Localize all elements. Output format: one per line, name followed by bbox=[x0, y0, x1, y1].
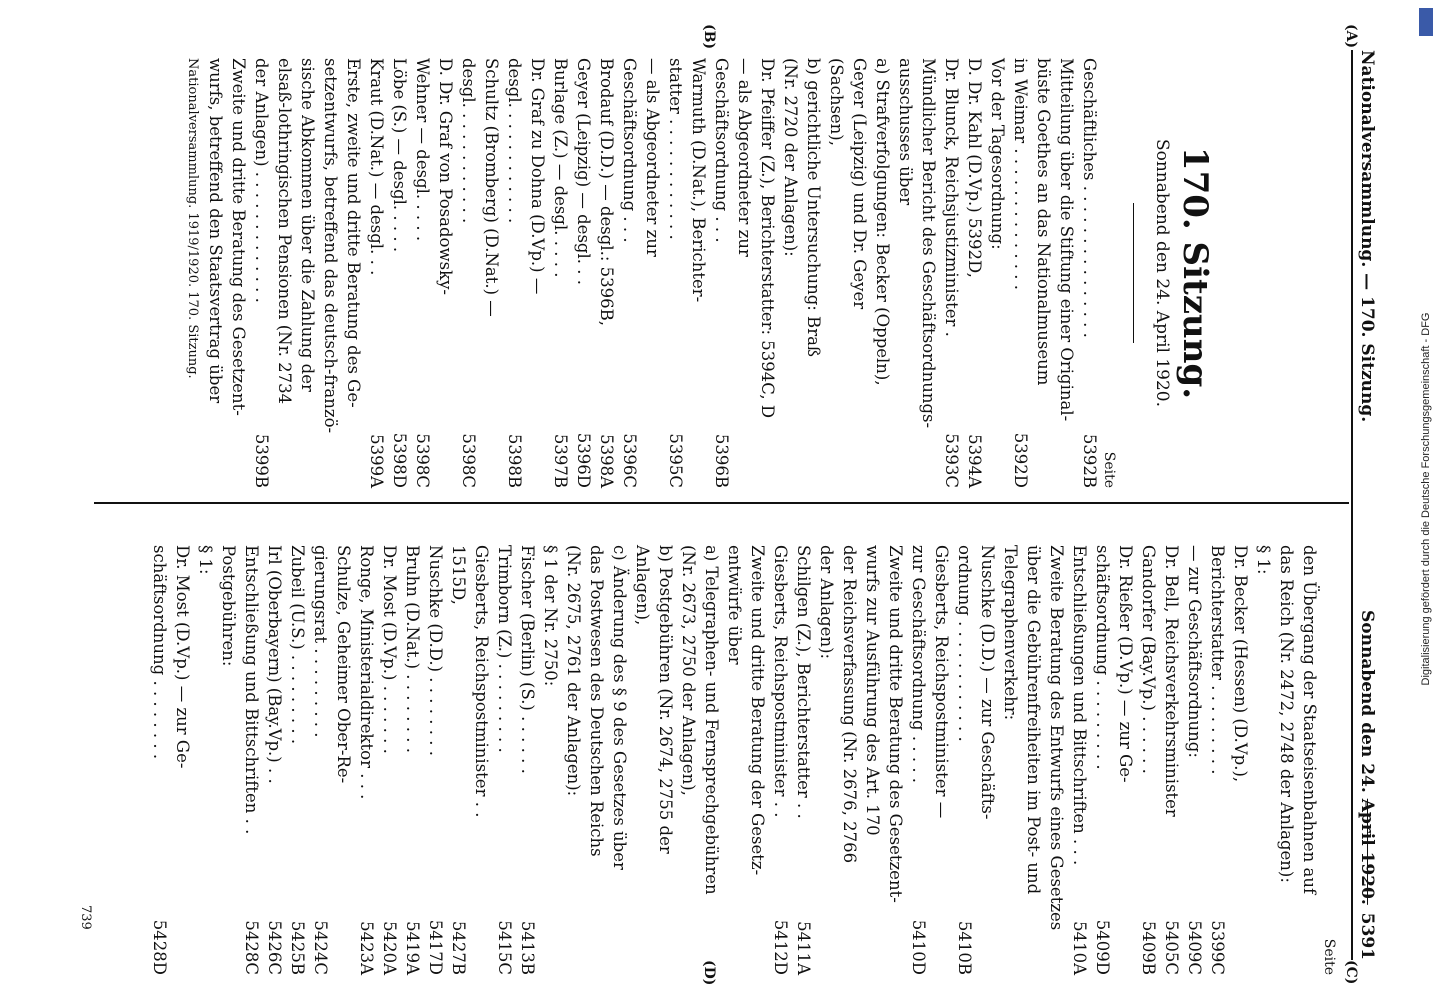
toc-entry-text: Gandorfer (Bay.Vp.) . . . . . . bbox=[1139, 545, 1158, 774]
toc-entry-page: 5396C bbox=[620, 433, 639, 488]
toc-entry-text: setzentwurfs, betreffend das deutsch-franzö- bbox=[321, 58, 340, 434]
toc-entry-page: 5392B bbox=[1080, 433, 1099, 488]
toc-entry-page: 5417D bbox=[426, 919, 445, 975]
toc-entry bbox=[332, 545, 355, 975]
toc-entry-page: 5392D bbox=[1011, 432, 1030, 488]
margin-marker-a: (A) bbox=[1343, 24, 1359, 49]
toc-entry-text: Dr. Most (D.Vp.) — zur Ge- bbox=[173, 545, 192, 769]
toc-entry-text: Brodauf (D.D.) — desgl.: 5396B, bbox=[597, 58, 616, 327]
toc-entry-text: in Weimar . . . . . . . . . . . . . . bbox=[1011, 58, 1030, 291]
dfg-logo bbox=[1419, 8, 1433, 36]
toc-entry bbox=[1229, 545, 1252, 975]
toc-entry bbox=[1114, 545, 1137, 975]
toc-entry bbox=[608, 545, 631, 975]
margin-marker-d: (D) bbox=[701, 960, 717, 986]
toc-entry bbox=[148, 545, 171, 975]
toc-entry bbox=[204, 58, 227, 488]
toc-entry-text: Telegraphenverkehr: bbox=[1001, 545, 1020, 721]
toc-entry-text: Kraut (D.Nat.) — desgl. . . bbox=[367, 58, 386, 276]
divider bbox=[1133, 203, 1134, 343]
toc-entry-text: Anlagen), bbox=[633, 545, 652, 626]
toc-entry bbox=[526, 58, 549, 488]
session-title: 170. Sitzung. bbox=[1175, 146, 1215, 400]
header-page-number: 5391 bbox=[1357, 912, 1377, 960]
toc-entry-text: a) Telegraphen- und Fernsprechgebühren bbox=[702, 545, 721, 895]
toc-entry-text: Dr. Blunck, Reichsjustizminister . bbox=[942, 58, 961, 337]
toc-entry-text: ausschusses über bbox=[896, 58, 915, 206]
toc-entry-text: Zweite und dritte Beratung des Gesetzent- bbox=[229, 58, 248, 416]
header-title: Nationalversammlung. — 170. Sitzung. bbox=[1357, 50, 1377, 423]
toc-entry-page: 5398D bbox=[390, 432, 409, 488]
toc-entry-page: 5410B bbox=[955, 920, 974, 975]
toc-entry-text: Geyer (Leipzig) — desgl. . . bbox=[574, 58, 593, 285]
toc-entry bbox=[1252, 545, 1275, 975]
toc-entry-page: 5410D bbox=[909, 919, 928, 975]
toc-entry-text: büste Goethes an das Nationalmuseum bbox=[1034, 58, 1053, 386]
toc-entry bbox=[871, 58, 894, 488]
toc-entry-page: 5428D bbox=[150, 919, 169, 975]
toc-entry-text: der Anlagen): bbox=[817, 545, 836, 660]
toc-entry-page: 5419A bbox=[403, 921, 422, 975]
toc-entry-text: wurfs zur Ausführung des Art. 170 bbox=[863, 545, 882, 836]
toc-entry-text: Berichterstatter . . . . . . . . . bbox=[1208, 545, 1227, 775]
toc-entry-text: Nuschke (D.D.) . . . . . . . . bbox=[426, 545, 445, 756]
toc-entry bbox=[1183, 545, 1206, 975]
toc-entry-page: 5399B bbox=[252, 433, 271, 488]
toc-entry-page: 5393C bbox=[942, 433, 961, 488]
toc-entry bbox=[700, 545, 723, 975]
header-date: Sonnabend den 24. April 1920. bbox=[1357, 610, 1377, 905]
toc-entry-page: 5398C bbox=[413, 433, 432, 488]
column-divider bbox=[94, 502, 1349, 504]
toc-entry bbox=[1206, 545, 1229, 975]
toc-entry-text: Dr. Bell, Reichsverkehrsminister bbox=[1162, 545, 1181, 817]
toc-entry-text: das Postwesen des Deutschen Reichs bbox=[587, 545, 606, 857]
toc-entry bbox=[1160, 545, 1183, 975]
toc-entry-text: § 1 der Nr. 2750: bbox=[541, 545, 560, 687]
toc-entry-text: desgl. . . . . . . . . . . . bbox=[505, 58, 524, 224]
right-column bbox=[78, 545, 1337, 975]
toc-entry bbox=[365, 58, 388, 488]
toc-entry-text: a) Strafverfolgungen: Becker (Oppeln), bbox=[873, 58, 892, 386]
toc-entry-text: schäftsordnung . . . . . . . . . bbox=[1093, 545, 1112, 770]
toc-entry bbox=[641, 58, 664, 488]
toc-entry bbox=[999, 545, 1022, 975]
toc-entry bbox=[227, 58, 250, 488]
toc-entry-page: 5398A bbox=[597, 434, 616, 488]
toc-entry-page: 5410A bbox=[1070, 921, 1089, 975]
toc-entry bbox=[309, 545, 332, 975]
toc-entry-text: c) Änderung des § 9 des Gesetzes über bbox=[610, 545, 629, 870]
toc-entry-page: 5413B bbox=[518, 920, 537, 975]
funding-note-sidebar bbox=[1420, 14, 1432, 984]
toc-entry-page: 5425B bbox=[288, 920, 307, 975]
toc-entry-text: Wehner — desgl. . . . . bbox=[413, 58, 432, 242]
toc-entry bbox=[733, 58, 756, 488]
toc-entry bbox=[516, 545, 539, 975]
toc-entry bbox=[217, 545, 240, 975]
toc-entry bbox=[976, 545, 999, 975]
toc-entry bbox=[930, 545, 953, 975]
toc-entry-text: statter . . . . . . . . . . . . bbox=[666, 58, 685, 240]
toc-entry-page: 5395C bbox=[666, 433, 685, 488]
toc-entry bbox=[1022, 545, 1045, 975]
toc-entry-text: Dr. Graf zu Dohna (D.Vp.) — bbox=[528, 58, 547, 295]
toc-entry bbox=[572, 58, 595, 488]
toc-entry bbox=[263, 545, 286, 975]
toc-entry-text: — als Abgeordneter zur bbox=[735, 58, 754, 257]
session-date: Sonnabend den 24. April 1920. bbox=[1152, 138, 1172, 408]
toc-entry-text: Trimborn (Z.) . . . . . . . . . bbox=[495, 545, 514, 753]
toc-entry bbox=[401, 545, 424, 975]
running-header bbox=[1351, 50, 1379, 960]
toc-entry-text: Dr. Pfeiffer (Z.), Berichterstatter: 5394C, D bbox=[758, 58, 777, 419]
toc-entry-text: Schultz (Bromberg) (D.Nat.) — bbox=[482, 58, 501, 317]
funding-note-text: Digitalisierung gefördert durch die Deutsche Forschungsgemeinschaft - DFG bbox=[1420, 312, 1432, 686]
toc-entry-page: 5427B bbox=[449, 920, 468, 975]
toc-entry bbox=[595, 58, 618, 488]
toc-entry bbox=[250, 58, 273, 488]
toc-entry-text: Giesberts, Reichspostminister — bbox=[932, 545, 951, 819]
toc-entry-text: Fischer (Berlin) (S.) . . . . . . bbox=[518, 545, 537, 774]
toc-entry bbox=[677, 545, 700, 975]
toc-entry bbox=[1045, 545, 1068, 975]
toc-entry-text: — als Abgeordneter zur bbox=[643, 58, 662, 257]
toc-entry-text: D. Dr. Kahl (D.Vp.) 5392D, bbox=[965, 58, 984, 278]
toc-entry-text: Vor der Tagesordnung: bbox=[988, 58, 1007, 250]
toc-entry-text: desgl. . . . . . . . . . . . bbox=[459, 58, 478, 224]
toc-entry-text: (Nr. 2720 der Anlagen): bbox=[781, 58, 800, 257]
toc-entry bbox=[1032, 58, 1055, 488]
toc-entry-text: § 1: bbox=[196, 545, 215, 575]
toc-entry-text: Schilgen (Z.), Berichterstatter . . bbox=[794, 545, 813, 819]
toc-entry bbox=[503, 58, 526, 488]
toc-entry bbox=[986, 58, 1009, 488]
toc-entry-text: Entschließung und Bittschriften . . bbox=[242, 545, 261, 835]
toc-entry bbox=[710, 58, 733, 488]
toc-entry-text: wurfs, betreffend den Staatsvertrag über bbox=[206, 58, 225, 404]
toc-entry bbox=[1275, 545, 1298, 975]
toc-entry-text: Erste, zweite und dritte Beratung des Ge- bbox=[344, 58, 363, 408]
toc-entry bbox=[815, 545, 838, 975]
toc-entry bbox=[884, 545, 907, 975]
toc-entry bbox=[746, 545, 769, 975]
toc-entry-text: Nuschke (D.D.) — zur Geschäfts- bbox=[978, 545, 997, 820]
toc-entry-text: Burlage (Z.) — desgl. . . . . bbox=[551, 58, 570, 278]
toc-entry-text: Postgebühren: bbox=[219, 545, 238, 667]
toc-entry-text: über die Gebührenfreiheiten im Post- und bbox=[1024, 545, 1043, 895]
toc-entry bbox=[1068, 545, 1091, 975]
toc-entry bbox=[654, 545, 677, 975]
toc-entry-page: 5398C bbox=[459, 433, 478, 488]
toc-entry bbox=[539, 545, 562, 975]
toc-entry-text: Bruhn (D.Nat.) . . . . . . . . bbox=[403, 545, 422, 753]
toc-entry-page: 5409D bbox=[1093, 919, 1112, 975]
toc-entry-page: 5415C bbox=[495, 920, 514, 975]
toc-entry bbox=[388, 58, 411, 488]
toc-entry-text: D. Dr. Graf von Posadowsky- bbox=[436, 58, 455, 295]
toc-entry bbox=[585, 545, 608, 975]
toc-entry-text: Giesberts, Reichspostminister . . bbox=[771, 545, 790, 818]
toc-entry bbox=[664, 58, 687, 488]
toc-entry bbox=[470, 545, 493, 975]
toc-entry-text: Zubeil (U.S.) . . . . . . . . . bbox=[288, 545, 307, 745]
toc-entry bbox=[562, 545, 585, 975]
toc-entry-text: das Reich (Nr. 2472, 2748 der Anlagen): bbox=[1277, 545, 1296, 883]
toc-entry bbox=[286, 545, 309, 975]
toc-entry bbox=[1137, 545, 1160, 975]
toc-entry-text: Entschließungen und Bittschriften . . . bbox=[1070, 545, 1089, 866]
toc-entry bbox=[194, 545, 217, 975]
toc-entry-text: Dr. Most (D.Vp.) . . . . . . . bbox=[380, 545, 399, 754]
toc-entry-text: elsaß-lothringischen Pensionen (Nr. 2734 bbox=[275, 58, 294, 405]
toc-entry-page: 5409C bbox=[1185, 920, 1204, 975]
toc-entry bbox=[861, 545, 884, 975]
toc-entry bbox=[894, 58, 917, 488]
toc-entry-text: Zweite und dritte Beratung der Gesetz- bbox=[748, 545, 767, 876]
toc-entry bbox=[1055, 58, 1078, 488]
toc-entry bbox=[273, 58, 296, 488]
footer-page-number: 739 bbox=[78, 905, 93, 930]
toc-entry-text: Warmuth (D.Nat.), Berichter- bbox=[689, 58, 708, 303]
toc-entry bbox=[493, 545, 516, 975]
toc-entry-page: 5399C bbox=[1208, 920, 1227, 975]
toc-entry-page: 5396D bbox=[574, 432, 593, 488]
seite-label: Seite bbox=[1101, 451, 1117, 488]
toc-entry bbox=[480, 58, 503, 488]
toc-entry bbox=[411, 58, 434, 488]
toc-entry bbox=[769, 545, 792, 975]
toc-entry-page: 5405C bbox=[1162, 920, 1181, 975]
margin-marker-c: (C) bbox=[1343, 960, 1359, 985]
toc-entry-page: 5399A bbox=[367, 434, 386, 488]
toc-entry bbox=[355, 545, 378, 975]
toc-entry-page: 5426C bbox=[265, 920, 284, 975]
toc-entry bbox=[756, 58, 779, 488]
toc-entry bbox=[838, 545, 861, 975]
toc-entry-page: 5398B bbox=[505, 433, 524, 488]
toc-entry-text: (Sachsen), bbox=[827, 58, 846, 146]
toc-entry-text: zur Geschäftsordnung . . . . . bbox=[909, 545, 928, 784]
toc-entry bbox=[1078, 58, 1101, 488]
toc-entry-page: 5409B bbox=[1139, 920, 1158, 975]
toc-entry-text: Dr. Rießer (D.Vp.) — zur Ge- bbox=[1116, 545, 1135, 783]
toc-entry-text: der Anlagen) . . . . . . . . . . . . . bbox=[252, 58, 271, 303]
toc-entry bbox=[631, 545, 654, 975]
toc-entry bbox=[953, 545, 976, 975]
toc-entry-text: Geschäftsordnung . . . bbox=[712, 58, 731, 243]
toc-entry-text: Dr. Becker (Hessen) (D.Vp.), bbox=[1231, 545, 1250, 783]
toc-entry-text: Giesberts, Reichspostminister . . bbox=[472, 545, 491, 818]
toc-entry-text: Geyer (Leipzig) und Dr. Geyer bbox=[850, 58, 869, 310]
toc-entry bbox=[940, 58, 963, 488]
toc-entry-page: 5428C bbox=[242, 920, 261, 975]
toc-entry-page: 5412D bbox=[771, 919, 790, 975]
left-footer: Nationalversammlung. 1919/1920. 170. Sitzung. bbox=[185, 58, 200, 379]
toc-entry-text: (Nr. 2673, 2750 der Anlagen), bbox=[679, 545, 698, 796]
toc-entry bbox=[240, 545, 263, 975]
toc-entry bbox=[447, 545, 470, 975]
toc-entry bbox=[549, 58, 572, 488]
toc-left-list bbox=[204, 58, 1101, 488]
toc-entry bbox=[1091, 545, 1114, 975]
toc-entry-text: entwürfe über bbox=[725, 545, 744, 665]
toc-entry bbox=[457, 58, 480, 488]
toc-right-list bbox=[148, 545, 1321, 975]
right-seite-label: Seite bbox=[1321, 938, 1337, 975]
toc-entry bbox=[723, 545, 746, 975]
toc-entry-page: 5424C bbox=[311, 920, 330, 975]
toc-entry bbox=[1009, 58, 1032, 488]
toc-entry-text: den Übergang der Staatseisenbahnen auf bbox=[1300, 545, 1319, 895]
toc-entry-text: Schulze, Geheimer Ober-Re- bbox=[334, 545, 353, 784]
toc-entry bbox=[171, 545, 194, 975]
toc-entry-text: — zur Geschäftsordnung: bbox=[1185, 545, 1204, 758]
toc-entry-text: b) Postgebühren (Nr. 2674, 2755 der bbox=[656, 545, 675, 854]
document-page bbox=[27, 10, 1407, 990]
toc-entry-text: b) gerichtliche Untersuchung: Braß bbox=[804, 58, 823, 357]
toc-entry-page: 5396B bbox=[712, 433, 731, 488]
toc-entry bbox=[342, 58, 365, 488]
toc-entry-text: § 1: bbox=[1254, 545, 1273, 575]
toc-entry-text: schäftsordnung . . . . . . . . bbox=[150, 545, 169, 760]
toc-entry-text: Geschäftsordnung . . . bbox=[620, 58, 639, 243]
toc-entry bbox=[917, 58, 940, 488]
toc-entry-page: 5420A bbox=[380, 921, 399, 975]
toc-entry-text: Löbe (S.) — desgl. . . . . bbox=[390, 58, 409, 253]
toc-entry-text: Irl (Oberbayern) (Bay.Vp.) . . bbox=[265, 545, 284, 784]
toc-entry-text: Zweite Beratung des Entwurfs eines Gesetzes bbox=[1047, 545, 1066, 931]
toc-entry bbox=[618, 58, 641, 488]
toc-entry-page: 5423A bbox=[357, 921, 376, 975]
toc-entry bbox=[687, 58, 710, 488]
toc-entry bbox=[424, 545, 447, 975]
toc-entry-page: 5394A bbox=[965, 434, 984, 488]
toc-entry-text: Ronge, Ministerialdirektor . . . bbox=[357, 545, 376, 800]
toc-entry-text: gierungsrat . . . . . . . . . bbox=[311, 545, 330, 738]
toc-entry-page: 5411A bbox=[794, 921, 813, 975]
toc-entry-text: sische Abkommen über die Zahlung der bbox=[298, 58, 317, 392]
toc-entry bbox=[434, 58, 457, 488]
toc-entry-page: 5397B bbox=[551, 433, 570, 488]
margin-marker-b: (B) bbox=[701, 24, 717, 50]
toc-entry bbox=[907, 545, 930, 975]
toc-entry-text: Mündlicher Bericht des Geschäftsordnungs- bbox=[919, 58, 938, 429]
toc-entry bbox=[792, 545, 815, 975]
toc-entry bbox=[963, 58, 986, 488]
toc-entry bbox=[296, 58, 319, 488]
left-column bbox=[181, 58, 1337, 488]
toc-entry bbox=[319, 58, 342, 488]
toc-entry bbox=[1298, 545, 1321, 975]
toc-entry bbox=[802, 58, 825, 488]
toc-entry bbox=[378, 545, 401, 975]
toc-entry-text: 1515D, bbox=[449, 545, 468, 605]
toc-entry-text: (Nr. 2675, 2761 der Anlagen): bbox=[564, 545, 583, 797]
toc-entry bbox=[848, 58, 871, 488]
toc-entry bbox=[779, 58, 802, 488]
toc-entry-text: Mitteilung über die Stiftung einer Original- bbox=[1057, 58, 1076, 422]
toc-entry-text: Geschäftliches . . . . . . . . . . . . . . . bbox=[1080, 58, 1099, 338]
toc-entry-text: der Reichsverfassung (Nr. 2676, 2766 bbox=[840, 545, 859, 864]
toc-entry bbox=[825, 58, 848, 488]
toc-entry-text: Zweite und dritte Beratung des Gesetzent- bbox=[886, 545, 905, 903]
toc-entry-text: ordnung . . . . . . . . . . . . bbox=[955, 545, 974, 742]
